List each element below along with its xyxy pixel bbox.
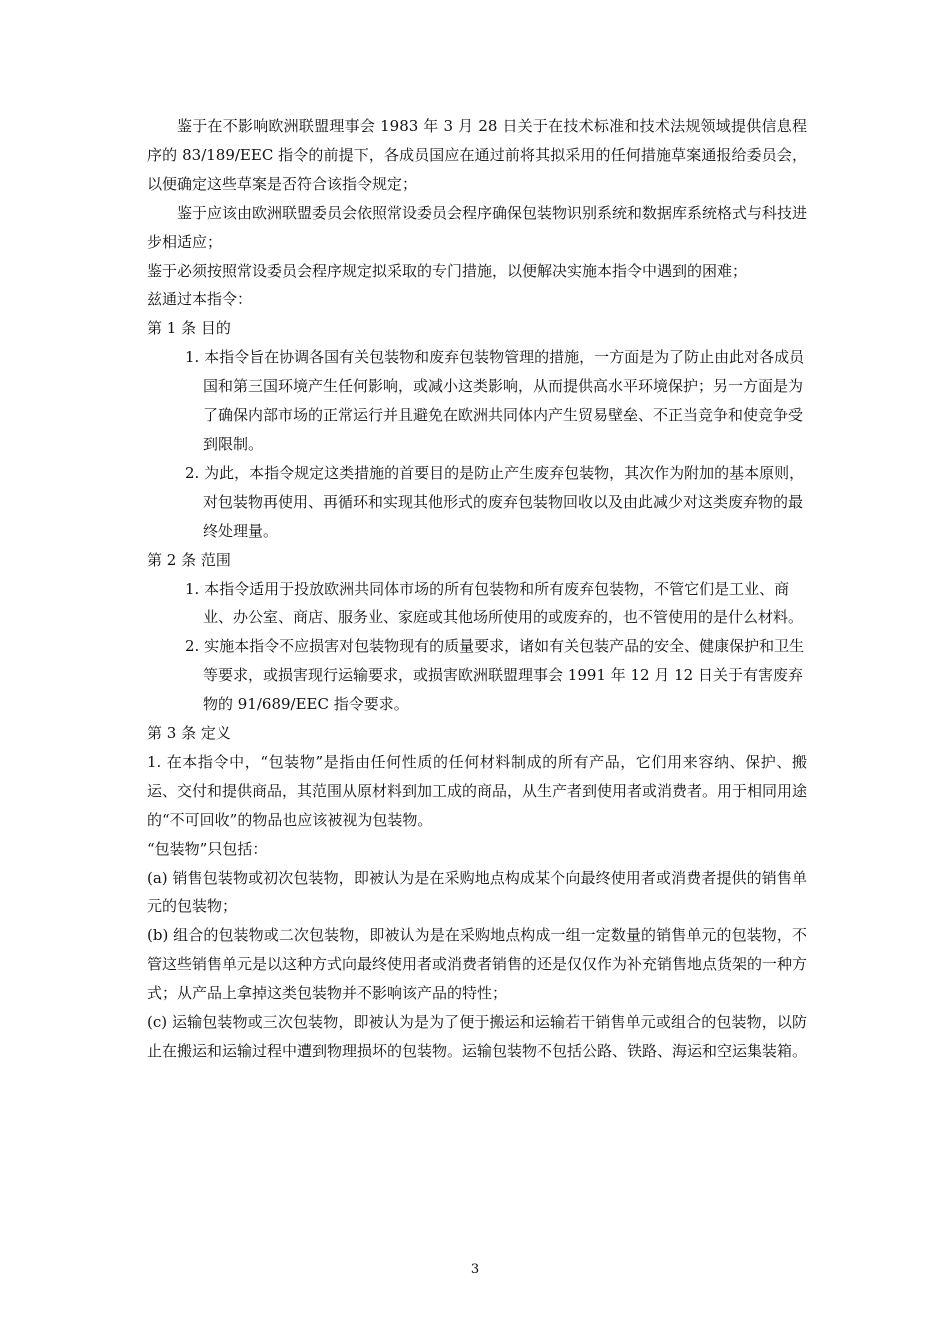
- article-3-definition-1: 1. 在本指令中，“包装物”是指由任何性质的任何材料制成的所有产品，它们用来容纳、保护、搬运、交付和提供商品，其范围从原材料到加工成的商品，从生产者到使用者或消费者。用于相同用途的“不可回收”的物品也应该被视为包装物。: [147, 752, 808, 829]
- article-3-item-a: (a) 销售包装物或初次包装物，即被认为是在采购地点构成某个向最终使用者或消费者提供的销售单元的包装物；: [147, 868, 807, 916]
- paragraph-special-measures: 鉴于必须按照常设委员会程序规定拟采取的专门措施，以便解决实施本指令中遇到的困难；: [147, 261, 748, 280]
- article-3-item-c: (c) 运输包装物或三次包装物，即被认为是为了便于搬运和运输若干销售单元或组合的包装物，以防止在搬运和运输过程中遭到物理损坏的包装物。运输包装物不包括公路、铁路、海运和空运集装箱。: [147, 1013, 808, 1060]
- article-1-item-2: 2. 为此，本指令规定这类措施的首要目的是防止产生废弃包装物，其次作为附加的基本原则，对包装物再使用、再循环和实现其他形式的废弃包装物回收以及由此减少对这类废弃物的最终处理量。: [185, 463, 805, 540]
- article-3-heading: 第 3 条 定义: [147, 724, 231, 743]
- document-body: [147, 112, 807, 1066]
- article-2-item-2: 2. 实施本指令不应损害对包装物现有的质量要求，诸如有关包装产品的安全、健康保护和卫生等要求，或损害现行运输要求，或损害欧洲联盟理事会 1991 年 12 月 12 日关于有害废弃物的 91/689/EEC 指令要求。: [185, 637, 805, 714]
- paragraph-adoption: 兹通过本指令：: [147, 290, 253, 309]
- page-number: 3: [470, 1262, 480, 1277]
- article-2-heading: 第 2 条 范围: [147, 550, 231, 569]
- article-1-heading: 第 1 条 目的: [147, 319, 231, 338]
- article-1-item-1: 1. 本指令旨在协调各国有关包装物和废弃包装物管理的措施，一方面是为了防止由此对各成员国和第三国环境产生任何影响，或减小这类影响，从而提供高水平环境保护；另一方面是为了确保内部市场的正常运行并且避免在欧洲共同体内产生贸易壁垒、不正当竞争和使竞争受到限制。: [185, 348, 805, 453]
- article-2-item-1: 1. 本指令适用于投放欧洲共同体市场的所有包装物和所有废弃包装物，不管它们是工业、商业、办公室、商店、服务业、家庭或其他场所使用的或废弃的，也不管使用的是什么材料。: [185, 579, 804, 627]
- article-3-only-includes: “包装物”只包括：: [147, 839, 268, 858]
- paragraph-identification-system: 鉴于应该由欧洲联盟委员会依照常设委员会程序确保包装物识别系统和数据库系统格式与科技进步相适应；: [147, 203, 808, 251]
- article-3-item-b: (b) 组合的包装物或二次包装物，即被认为是在采购地点构成一组一定数量的销售单元的包装物，不管这些销售单元是以这种方式向最终使用者或消费者销售的还是仅仅作为补充销售地点货架的一种方式；从产品上拿掉这类包装物并不影响该产品的特性；: [147, 926, 808, 1003]
- paragraph-notification: 鉴于在不影响欧洲联盟理事会 1983 年 3 月 28 日关于在技术标准和技术法规领域提供信息程序的 83/189/EEC 指令的前提下，各成员国应在通过前将其拟采用的任何措施草案通报给委员会，以便确定这些草案是否符合该指令规定；: [147, 117, 807, 193]
